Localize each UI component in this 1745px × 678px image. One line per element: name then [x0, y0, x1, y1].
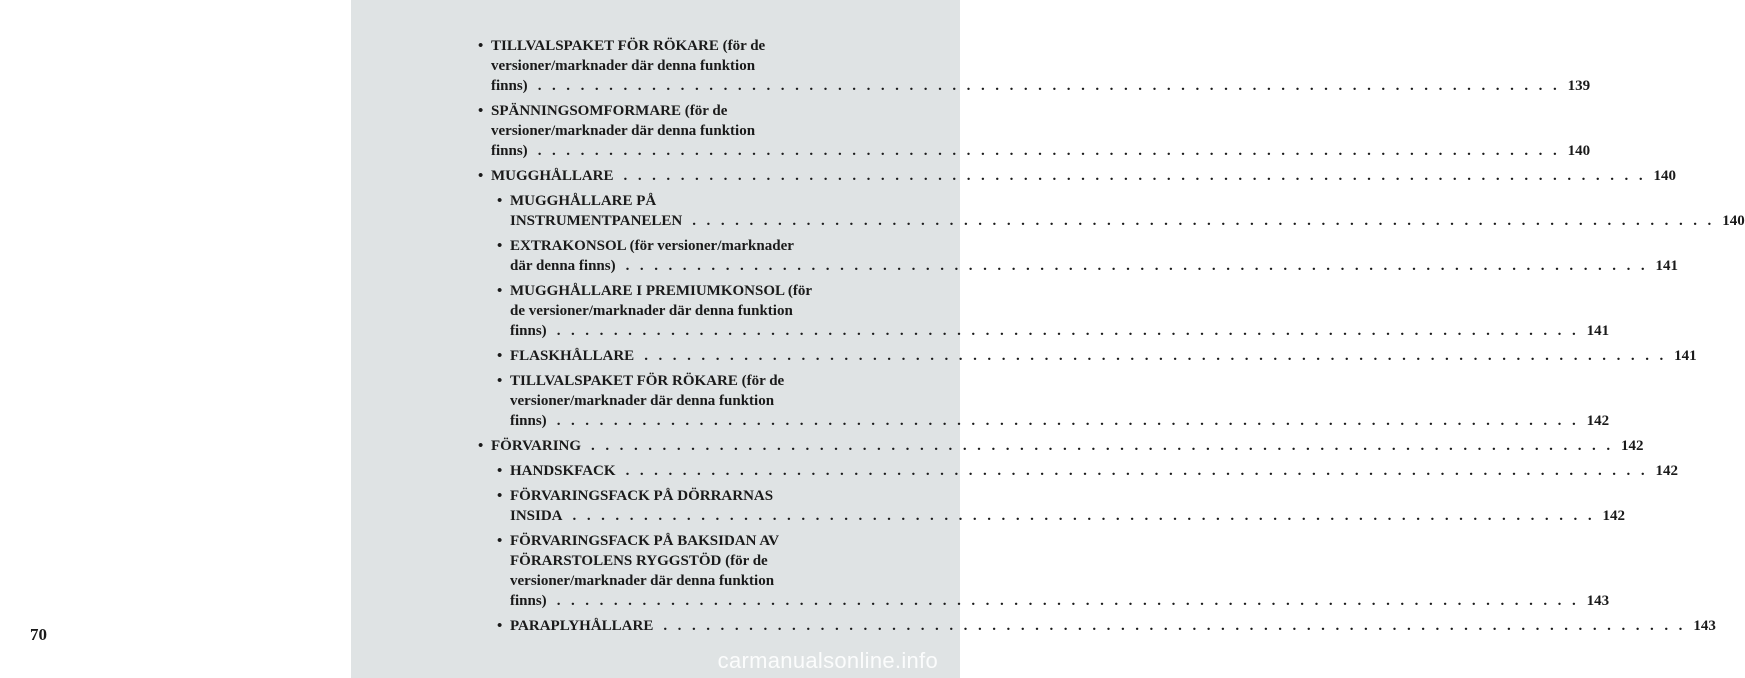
toc-page-number: 142 — [1655, 463, 1679, 479]
toc-entry-text: MUGGHÅLLARE — [491, 168, 614, 184]
toc-page-number: 141 — [1674, 348, 1697, 364]
toc-entry[interactable] — [478, 36, 1591, 96]
bullet-icon: • — [497, 373, 503, 389]
bullet-icon: • — [497, 463, 503, 479]
dot-leader — [528, 141, 1560, 161]
dot-leader — [547, 321, 1579, 341]
bullet-icon: • — [497, 193, 503, 209]
toc-entry-text: EXTRAKONSOL (för versioner/marknader — [510, 238, 794, 254]
toc-entry-text: där denna finns) — [510, 258, 616, 274]
toc-entry-text: FÖRVARINGSFACK PÅ DÖRRARNAS — [510, 488, 774, 504]
dot-leader — [547, 411, 1579, 431]
toc-entry-text: versioner/marknader där denna funktion — [510, 573, 775, 589]
toc-entry-text: FÖRVARING — [491, 438, 582, 454]
table-of-contents — [478, 36, 1745, 641]
toc-entry-text: finns) — [510, 413, 547, 429]
toc-entry[interactable] — [478, 346, 1697, 366]
dot-leader — [682, 211, 1714, 231]
toc-page-number: 141 — [1655, 258, 1679, 274]
dot-leader — [581, 436, 1613, 456]
toc-entry-text: HANDSKFACK — [510, 463, 616, 479]
toc-entry[interactable] — [478, 531, 1610, 611]
toc-entry-text: TILLVALSPAKET FÖR RÖKARE (för de — [491, 38, 766, 54]
toc-entry[interactable] — [478, 371, 1610, 431]
toc-entry-text: finns) — [510, 593, 547, 609]
dot-leader — [547, 591, 1579, 611]
bullet-icon: • — [478, 168, 484, 184]
toc-page-number: 142 — [1602, 508, 1625, 524]
bullet-icon: • — [497, 348, 503, 364]
dot-leader — [563, 506, 1595, 526]
bullet-icon: • — [478, 438, 484, 454]
toc-entry-text: finns) — [491, 78, 528, 94]
bullet-icon: • — [497, 238, 503, 254]
toc-entry[interactable] — [478, 461, 1679, 481]
dot-leader — [616, 256, 1648, 276]
toc-entry[interactable] — [478, 281, 1610, 341]
toc-page-number: 141 — [1586, 323, 1610, 339]
watermark: carmanualsonline.info — [717, 648, 938, 673]
toc-page-number: 142 — [1621, 438, 1644, 454]
toc-entry[interactable] — [478, 236, 1679, 276]
dot-leader — [653, 616, 1685, 636]
bullet-icon: • — [478, 38, 484, 54]
toc-entry[interactable] — [478, 191, 1745, 231]
toc-entry-text: de versioner/marknader där denna funktion — [510, 303, 793, 319]
toc-entry-text: versioner/marknader där denna funktion — [510, 393, 775, 409]
toc-page-number: 140 — [1722, 213, 1745, 229]
toc-entry-text: INSTRUMENTPANELEN — [510, 213, 683, 229]
dot-leader — [616, 461, 1648, 481]
toc-entry-text: versioner/marknader där denna funktion — [491, 123, 756, 139]
bullet-icon: • — [478, 103, 484, 119]
toc-entry-text: MUGGHÅLLARE PÅ — [510, 193, 657, 209]
bullet-icon: • — [497, 618, 503, 634]
toc-entry[interactable] — [478, 101, 1591, 161]
toc-entry-text: finns) — [510, 323, 547, 339]
toc-entry-text: FLASKHÅLLARE — [510, 348, 635, 364]
bullet-icon: • — [497, 283, 503, 299]
bullet-icon: • — [497, 533, 503, 549]
dot-leader — [528, 76, 1560, 96]
dot-leader — [614, 166, 1646, 186]
toc-entry-text: INSIDA — [510, 508, 563, 524]
toc-entry-text: finns) — [491, 143, 528, 159]
toc-entry-text: PARAPLYHÅLLARE — [510, 618, 654, 634]
toc-entry-text: TILLVALSPAKET FÖR RÖKARE (för de — [510, 373, 785, 389]
dot-leader — [634, 346, 1666, 366]
toc-entry-text: versioner/marknader där denna funktion — [491, 58, 756, 74]
toc-entry[interactable] — [478, 616, 1716, 636]
bullet-icon: • — [497, 488, 503, 504]
toc-entry[interactable] — [478, 486, 1625, 526]
left-page — [0, 0, 351, 678]
toc-page-number: 140 — [1567, 143, 1591, 159]
toc-entry-text: SPÄNNINGSOMFORMARE (för de — [491, 103, 728, 119]
page-number: 70 — [30, 625, 47, 644]
toc-entry[interactable] — [478, 436, 1644, 456]
toc-page-number: 139 — [1567, 78, 1591, 94]
toc-page-number: 140 — [1653, 168, 1676, 184]
toc-page-number: 142 — [1586, 413, 1610, 429]
toc-entry[interactable] — [478, 166, 1676, 186]
toc-entry-text: FÖRARSTOLENS RYGGSTÖD (för de — [510, 553, 768, 569]
toc-entry-text: FÖRVARINGSFACK PÅ BAKSIDAN AV — [510, 533, 780, 549]
toc-page-number: 143 — [1586, 593, 1610, 609]
toc-page-number: 143 — [1693, 618, 1716, 634]
toc-entry-text: MUGGHÅLLARE I PREMIUMKONSOL (för — [510, 283, 813, 299]
